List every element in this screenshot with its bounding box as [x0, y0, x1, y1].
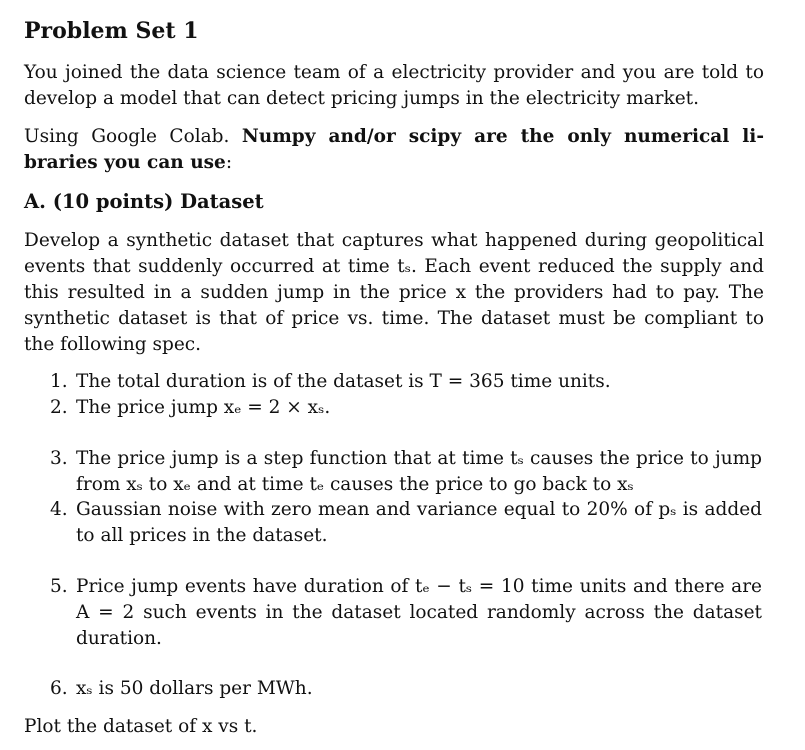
spec-item-number: 2. — [50, 397, 68, 418]
spec-item-line: from xₛ to xₑ and at time tₑ causes the price to go back to xₛ — [76, 474, 634, 495]
spec-item-number: 3. — [50, 448, 68, 469]
spec-item-line: duration. — [76, 628, 162, 649]
spec-item-body — [76, 395, 762, 421]
spec-item-1 — [50, 369, 762, 395]
spec-item-number: 5. — [50, 576, 68, 597]
dataset-line-2: events that suddenly occurred at time tₛ. Each event reduced the supply and — [24, 256, 764, 277]
spec-item-body — [76, 676, 762, 702]
spec-item-3 — [50, 446, 762, 498]
spec-item-line: A = 2 such events in the dataset located randomly across the dataset — [76, 602, 762, 623]
spec-item-body — [76, 574, 762, 652]
closing-instruction — [24, 714, 764, 740]
spec-item-line: to all prices in the dataset. — [76, 525, 328, 546]
tools-line-2 — [24, 150, 764, 176]
intro-paragraph — [24, 60, 764, 112]
spec-item-line: The price jump xₑ = 2 × xₛ. — [76, 397, 331, 418]
spec-item-line: Price jump events have duration of tₑ − tₛ = 10 time units and there are — [76, 576, 762, 597]
spec-item-line: xₛ is 50 dollars per MWh. — [76, 678, 313, 699]
spec-item-4 — [50, 497, 762, 549]
dataset-line-3: this resulted in a sudden jump in the price x the providers had to pay. The — [24, 282, 764, 303]
tools-colon: : — [225, 152, 233, 173]
intro-line-2: develop a model that can detect pricing jumps in the electricity market. — [24, 88, 699, 109]
dataset-description — [24, 228, 764, 358]
spec-item-5 — [50, 574, 762, 652]
spec-item-2 — [50, 395, 762, 421]
spec-item-body — [76, 497, 762, 549]
dataset-line-1: Develop a synthetic dataset that captures what happened during geopolitical — [24, 230, 764, 251]
spec-item-line: The total duration is of the dataset is T = 365 time units. — [76, 371, 611, 392]
section-a-heading: A. (10 points) Dataset — [24, 190, 264, 213]
spec-item-line: Gaussian noise with zero mean and variance equal to 20% of pₛ is added — [76, 499, 762, 520]
dataset-line-4: synthetic dataset is that of price vs. time. The dataset must be compliant to — [24, 308, 764, 329]
dataset-line-5: the following spec. — [24, 334, 202, 355]
tools-bold-text-2: braries you can use — [24, 152, 226, 173]
spec-item-body — [76, 446, 762, 498]
spec-item-number: 6. — [50, 678, 68, 699]
tools-bold-text-1: Numpy and/or scipy are the only numerical li- — [241, 126, 764, 147]
spec-item-number: 1. — [50, 371, 68, 392]
page-title: Problem Set 1 — [24, 18, 199, 44]
spec-item-body — [76, 369, 762, 395]
intro-line-1: You joined the data science team of a electricity provider and you are told to — [24, 62, 764, 83]
spec-item-number: 4. — [50, 499, 68, 520]
spec-item-6 — [50, 676, 762, 702]
spec-item-line: The price jump is a step function that at time tₛ causes the price to jump — [76, 448, 762, 469]
tools-plain-text: Using Google Colab. — [24, 126, 230, 147]
closing-line: Plot the dataset of x vs t. — [24, 716, 258, 737]
tools-line-1 — [24, 124, 764, 150]
tools-paragraph — [24, 124, 764, 176]
